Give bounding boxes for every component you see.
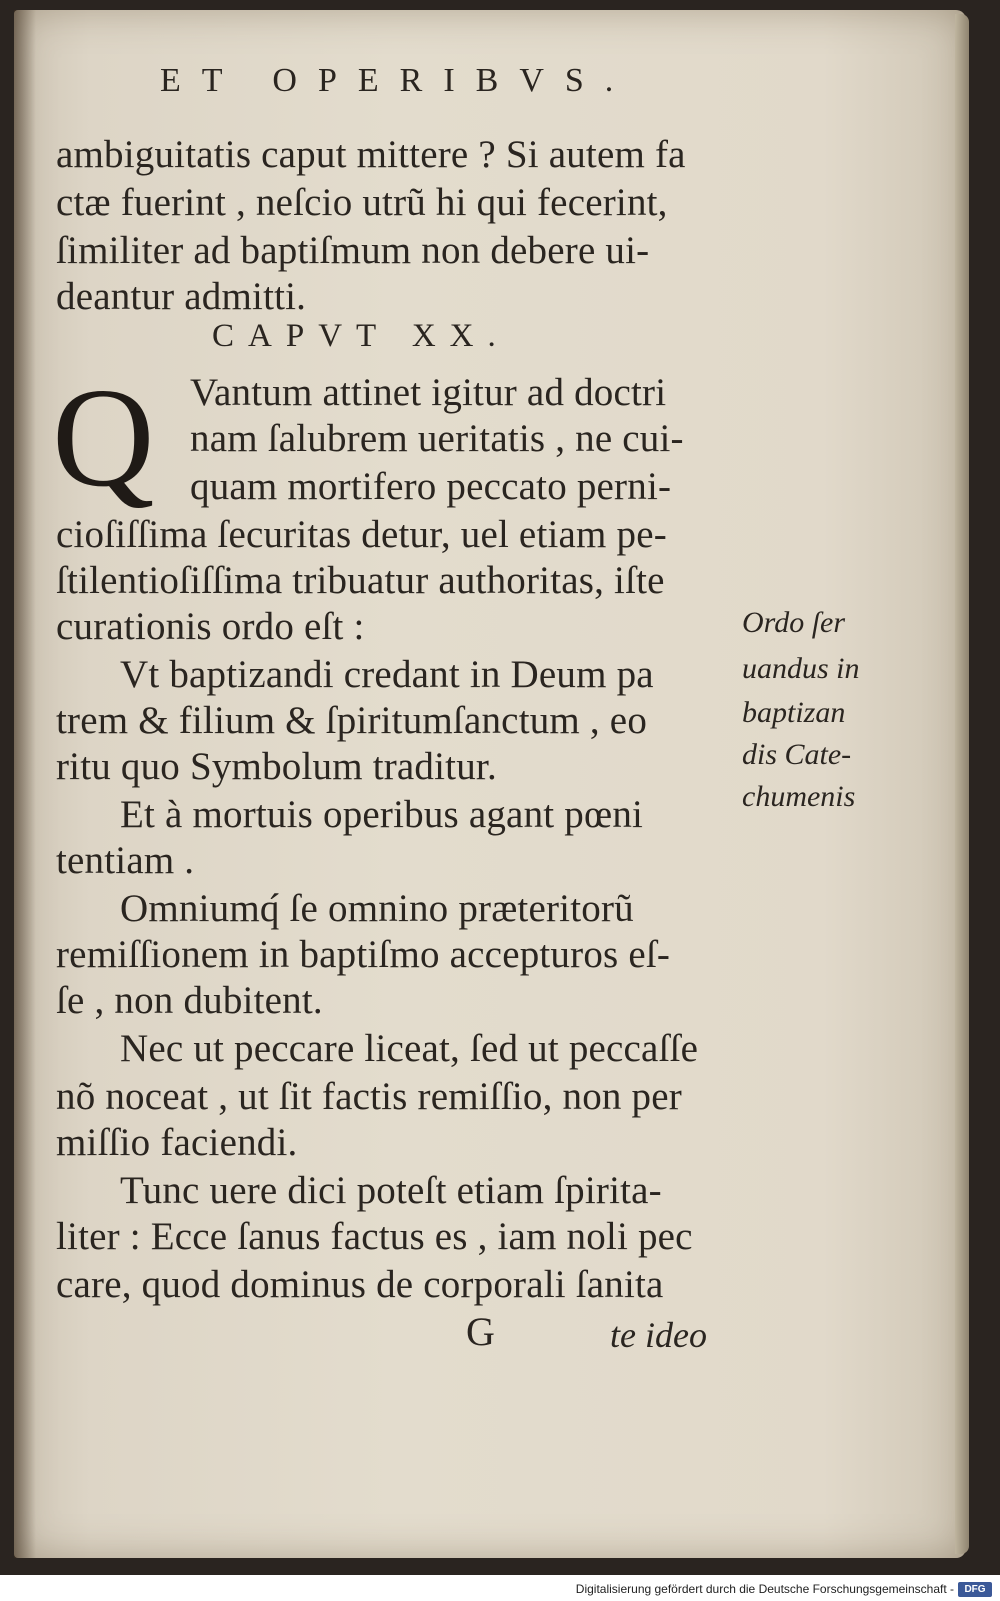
body-line: ambiguitatis caput mittere ? Si autem fa xyxy=(56,133,686,176)
chapter-line: nõ noceat , ut ſit factis remiſſio, non per xyxy=(56,1075,682,1118)
chapter-line: curationis ordo eſt : xyxy=(56,605,365,648)
chapter-line: quam mortifero peccato perni- xyxy=(190,465,672,508)
chapter-line: ſtilentioſiſſima tribuatur authoritas, iſte xyxy=(56,559,665,602)
dfg-logo: DFG xyxy=(958,1582,992,1597)
chapter-line: trem & filium & ſpiritumſanctum , eo xyxy=(56,699,648,742)
signature-mark: G xyxy=(466,1309,495,1354)
funding-credit: Digitalisierung gefördert durch die Deutsche Forschungsgemeinschaft - xyxy=(575,1582,954,1596)
page-gutter-shadow xyxy=(14,10,36,1558)
chapter-line: miſſio faciendi. xyxy=(56,1121,298,1164)
chapter-line: ſe , non dubitent. xyxy=(56,979,323,1022)
chapter-line: cioſiſſima ſecuritas detur, uel etiam pe- xyxy=(56,513,667,556)
marginal-note-line: dis Cate- xyxy=(742,738,852,771)
marginal-note-line: Ordo ſer xyxy=(742,606,846,639)
chapter-line: care, quod dominus de corporali ſanita xyxy=(56,1263,664,1306)
running-head: ET OPERIBVS. xyxy=(160,62,635,99)
marginal-note-line: uandus in xyxy=(742,652,860,685)
marginal-note-line: chumenis xyxy=(742,780,856,813)
body-line: deantur admitti. xyxy=(56,275,307,318)
chapter-line: remiſſionem in baptiſmo accepturos eſ- xyxy=(56,933,671,976)
chapter-line: Nec ut peccare liceat, ſed ut peccaſſe xyxy=(120,1027,699,1070)
catchword: te ideo xyxy=(610,1315,707,1355)
chapter-line: ritu quo Symbolum traditur. xyxy=(56,745,497,788)
chapter-line: Tunc uere dici poteſt etiam ſpirita- xyxy=(120,1169,662,1212)
chapter-line: liter : Ecce ſanus factus es , iam noli pec xyxy=(56,1215,693,1258)
chapter-line: Omniumq́ ſe omnino præteritorũ xyxy=(120,887,634,930)
chapter-line: Vt baptizandi credant in Deum pa xyxy=(120,653,654,696)
chapter-line: Vantum attinet igitur ad doctri xyxy=(190,371,667,414)
chapter-line: tentiam . xyxy=(56,839,195,882)
footer-bar xyxy=(0,1579,1000,1601)
body-line: ſimiliter ad baptiſmum non debere ui- xyxy=(56,229,650,272)
marginal-note-line: baptizan xyxy=(742,696,846,729)
drop-cap-initial: Q xyxy=(52,358,155,516)
body-line: ctæ fuerint , neſcio utrũ hi qui fecerint, xyxy=(56,181,668,224)
chapter-line: Et à mortuis operibus agant pœni xyxy=(120,793,644,836)
page-edge xyxy=(955,14,969,1554)
chapter-heading: CAPVT XX. xyxy=(212,318,510,354)
chapter-line: nam ſalubrem ueritatis , ne cui- xyxy=(190,417,684,460)
